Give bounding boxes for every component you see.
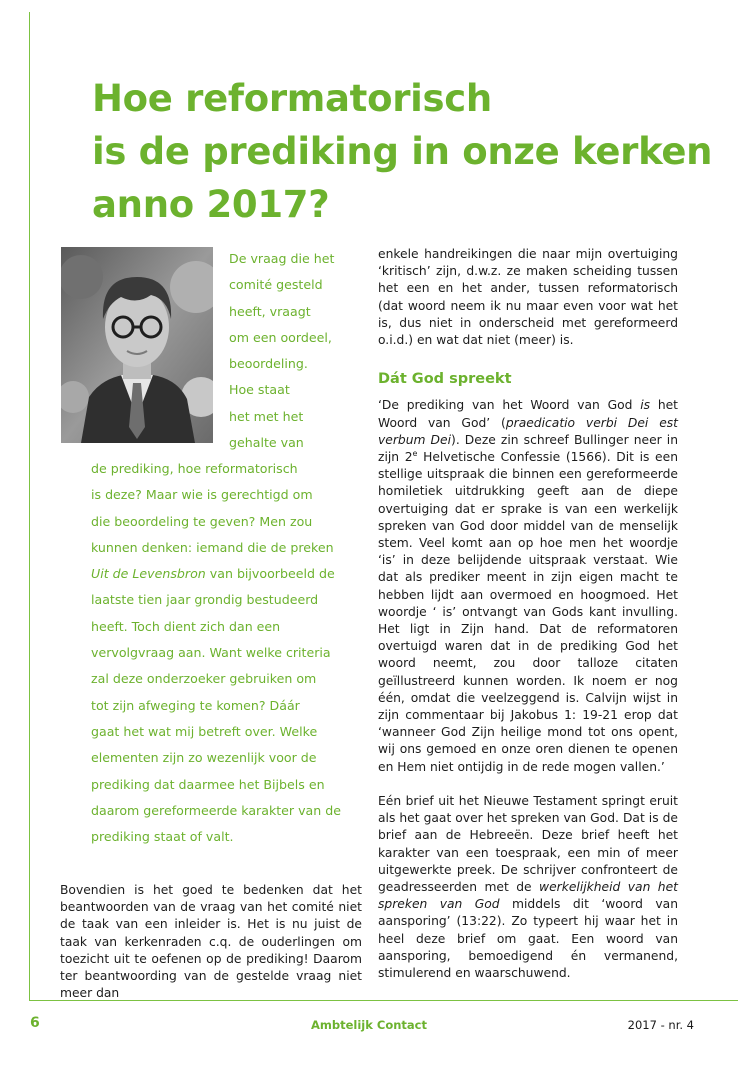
- intro-line: laatste tien jaar grondig bestudeerd: [91, 592, 319, 608]
- intro-line: het met het: [229, 408, 304, 424]
- text-span: Eén brief uit het Nieuwe Testament springt eruit als het gaat over het spreken van God. Dat is de brief aan de Hebreeën. Deze brief heeft het karakter van een toespraak, een min of meer uitgewerkte preek. De schrijver confronteert de geadresseerden met de: [378, 793, 678, 894]
- intro-line: comité gesteld: [229, 277, 323, 293]
- issue-number: 2017 - nr. 4: [627, 1018, 694, 1032]
- margin-rule-vertical: [29, 12, 30, 1000]
- body-paragraph: Bovendien is het goed te bedenken dat het beantwoorden van de vraag van het comité niet de taak van een inleider is. Het is nu juist de taak van kerkenraden c.q. de ouderlingen om toezicht uit te oefenen op de prediking! Daarom ter beantwoording van de gestelde vraag niet meer dan: [60, 883, 362, 1001]
- body-column-left: [60, 882, 362, 1002]
- intro-line: de prediking, hoe reformatorisch: [91, 461, 298, 476]
- title-line: anno 2017?: [92, 183, 330, 226]
- intro-line: gaat het wat mij betreft over. Welke: [91, 723, 318, 739]
- article-title: [92, 72, 712, 231]
- body-paragraph: [378, 397, 678, 775]
- intro-line: die beoordeling te geven? Men zou: [91, 513, 313, 529]
- title-line: is de prediking in onze kerken: [92, 130, 713, 173]
- body-column-right: [378, 246, 678, 982]
- intro-line: daarom gereformeerde karakter van de: [91, 802, 341, 818]
- intro-text-narrow: [229, 246, 359, 456]
- text-span: middels dit ‘woord van aansporing’ (13:22). Zo typeert hij waar het in heel deze brief om gaat. Een woord van aansporing, bemoedigend én vermanend, stimulerend en waarschuwend.: [378, 897, 678, 980]
- intro-line: Hoe staat: [229, 382, 290, 398]
- emphasis: werkelijkheid van het spreken van God: [378, 879, 678, 912]
- emphasis: is: [640, 398, 651, 413]
- intro-line: om een oordeel,: [229, 329, 332, 345]
- section-heading: Dát God spreekt: [378, 371, 512, 388]
- author-photo: [61, 247, 213, 443]
- body-paragraph: enkele handreikingen die naar mijn overtuiging ‘kritisch’ zijn, d.w.z. ze maken scheiding tussen het een en het ander, tussen reformatorisch (dat woord neem ik nu maar even voor wat het is, dus niet in onderscheid met gereformeerd o.i.d.) en wat dat niet (meer) is.: [378, 247, 678, 348]
- text-span: het Woord van God’ (: [378, 398, 678, 430]
- page-number: 6: [30, 1015, 40, 1031]
- intro-line: heeft. Toch dient zich dan een: [91, 618, 281, 634]
- publication-title: Uit de Levensbron: [91, 566, 206, 582]
- intro-line: is deze? Maar wie is gerechtigd om: [91, 487, 313, 503]
- text-span: ‘De prediking van het Woord van God: [378, 398, 641, 413]
- intro-line: heeft, vraagt: [229, 303, 311, 319]
- intro-line: prediking dat daarmee het Bijbels en: [91, 776, 325, 792]
- superscript: e: [412, 448, 418, 458]
- text-span: Helvetische Confessie (1566). Dit is een stellige uitspraak die binnen een gereformeerde homiletiek uitdrukking geeft aan de diepe overtuiging dat er sprake is van een werkelijk spreken van God door middel van de menselijk stem. Veel komt aan op hoe men het woordje ‘is’ in deze belijdende uitspraak verstaat. Wie dat als prediker meent in zijn eigen macht te hebben lijdt aan overmoed en hoogmoed. Het woordje ‘ is’ ontvangt van Gods kant invulling. Het ligt in Zijn hand. Dat de reformatoren overtuigd waren dat in de prediking God het woord neemt, zou door talloze citaten geïllustreerd kunnen worden. Ik noem er nog één, omdat die veelzeggend is. Calvijn wijst in zijn commentaar bij Jakobus 1: 19-21 erop dat ‘wanneer God Zijn heilige mond tot ons opent, wij ons gemoed en onze oren dienen te openen en Hem niet ontijdig in de rede mogen vallen.’: [378, 450, 678, 774]
- title-line: Hoe reformatorisch: [92, 77, 492, 120]
- body-paragraph: [378, 793, 678, 982]
- intro-line: [91, 561, 361, 587]
- intro-line: beoordeling.: [229, 356, 308, 372]
- author-portrait-image: [61, 247, 213, 443]
- text-span: ). Deze zin schreef Bullinger neer in zijn 2: [378, 432, 678, 465]
- journal-name: Ambtelijk Contact: [311, 1018, 427, 1032]
- intro-text-wide: [91, 456, 361, 850]
- intro-line: prediking staat of valt.: [91, 829, 234, 845]
- intro-line: elementen zijn zo wezenlijk voor de: [91, 750, 317, 766]
- intro-line: tot zijn afweging te komen? Dáár: [91, 697, 300, 713]
- intro-line: vervolgvraag aan. Want welke criteria: [91, 645, 331, 661]
- intro-line: zal deze onderzoeker gebruiken om: [91, 671, 317, 687]
- latin-quote: praedicatio verbi Dei est verbum Dei: [378, 415, 678, 447]
- intro-line: De vraag die het: [229, 251, 335, 266]
- intro-line: kunnen denken: iemand die de preken: [91, 539, 334, 555]
- paragraph-gap: [378, 776, 678, 793]
- intro-line: gehalte van: [229, 435, 304, 451]
- intro-text-span: van bijvoorbeeld de: [205, 566, 335, 582]
